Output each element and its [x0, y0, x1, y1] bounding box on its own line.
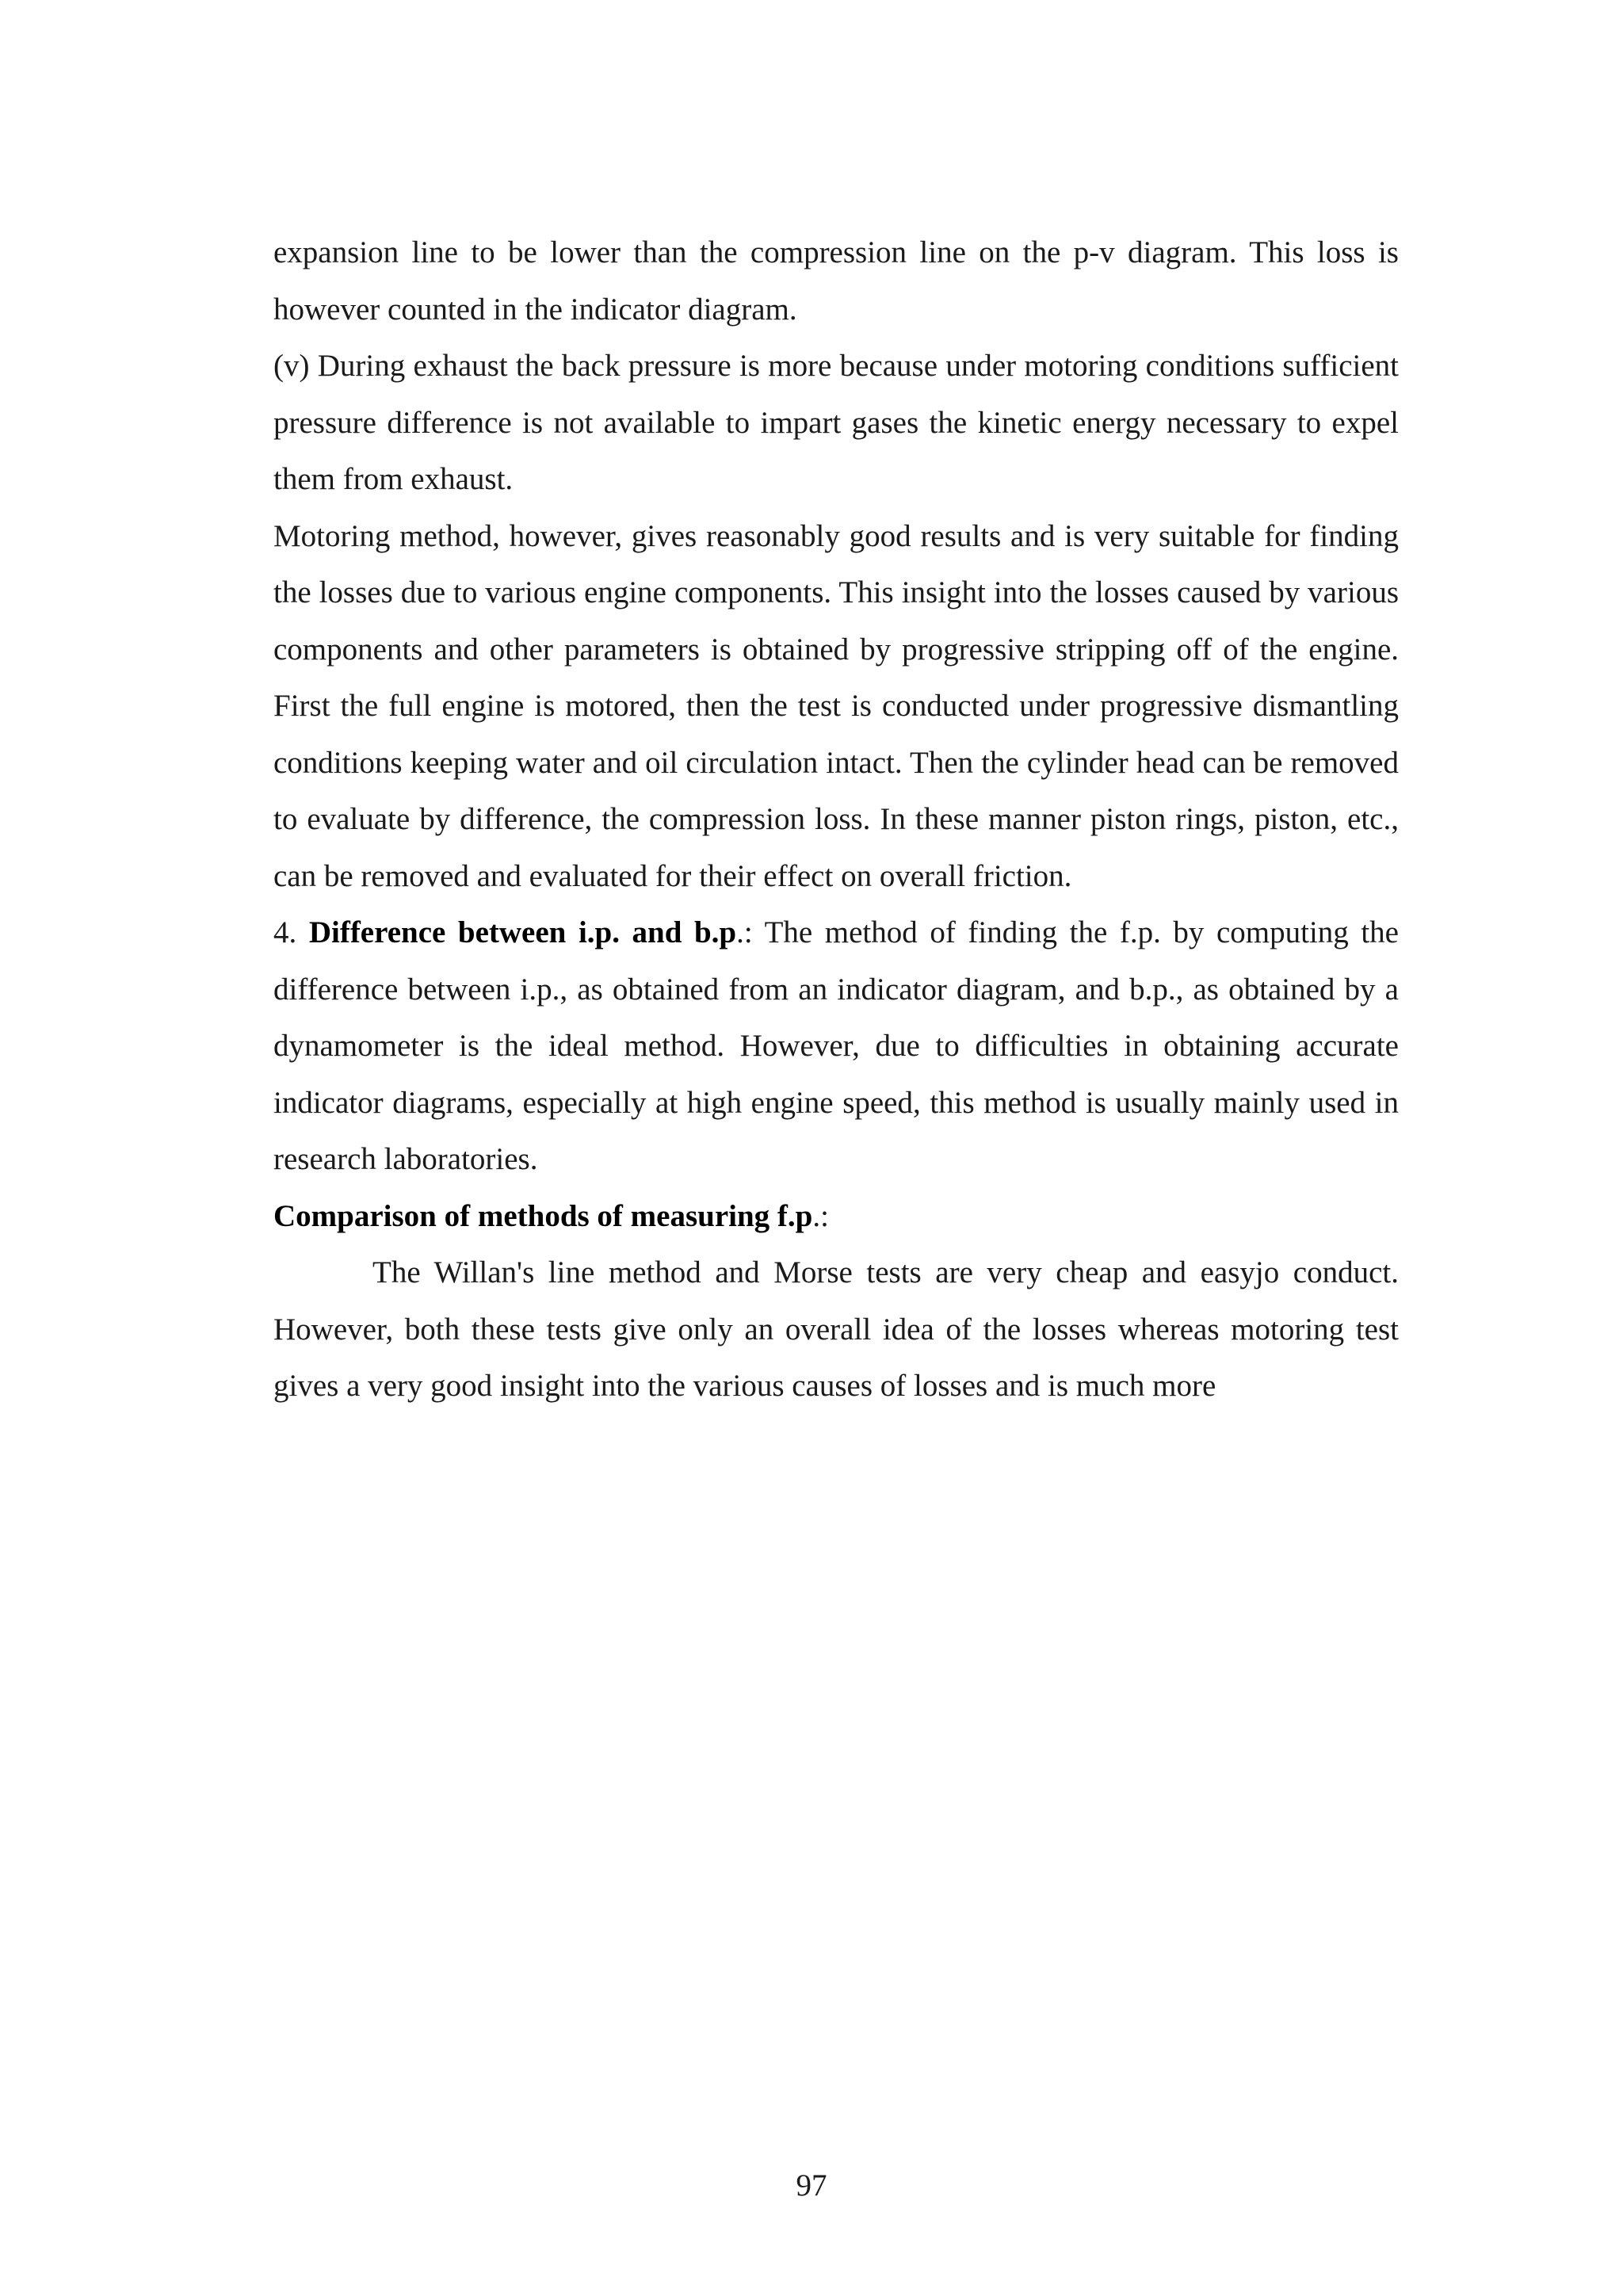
page-number: 97 [796, 2168, 827, 2202]
paragraph-difference-ip-bp [273, 904, 1399, 1188]
paragraph-comparison: The Willan's line method and Morse tests are very cheap and easyjo conduct. However, both these tests give only an overall idea of the losses whereas motoring test gives a very good insight into the various causes of losses and is much more [273, 1255, 1399, 1403]
paragraph-exhaust-back-pressure: (v) During exhaust the back pressure is more because under motoring conditions sufficient pressure difference is not available to impart gases the kinetic energy necessary to expel them from exhaust. [273, 349, 1399, 496]
item-number: 4. [273, 915, 297, 949]
paragraph-motoring-method: Motoring method, however, gives reasonably good results and is very suitable for finding the losses due to various engine components. This insight into the losses caused by various components and other parameters is obtained by progressive stripping off of the engine. First the full engine is motored, then the test is conducted under progressive dismantling conditions keeping water and oil circulation intact. Then the cylinder head can be removed to evaluate by difference, the compression loss. In these manner piston rings, piston, etc., can be removed and evaluated for their effect on overall friction. [273, 518, 1399, 893]
section-heading-difference: Difference between i.p. and b.p [308, 915, 737, 949]
paragraph-expansion-line: expansion line to be lower than the compression line on the p-v diagram. This loss is however counted in the indicator diagram. [273, 235, 1399, 327]
comparison-heading-suffix: .: [812, 1198, 829, 1233]
paragraph-difference-body: .: The method of finding the f.p. by computing the difference between i.p., as obtained from an indicator diagram, and b.p., as obtained by a dynamometer is the ideal method. However, due to difficulties in obtaining accurate indicator diagrams, especially at high engine speed, this method is usually mainly used in research laboratories. [273, 915, 1399, 1176]
comparison-heading-line [273, 1188, 1399, 1245]
body-text [273, 224, 1399, 1415]
section-heading-comparison: Comparison of methods of measuring f.p [273, 1198, 813, 1233]
